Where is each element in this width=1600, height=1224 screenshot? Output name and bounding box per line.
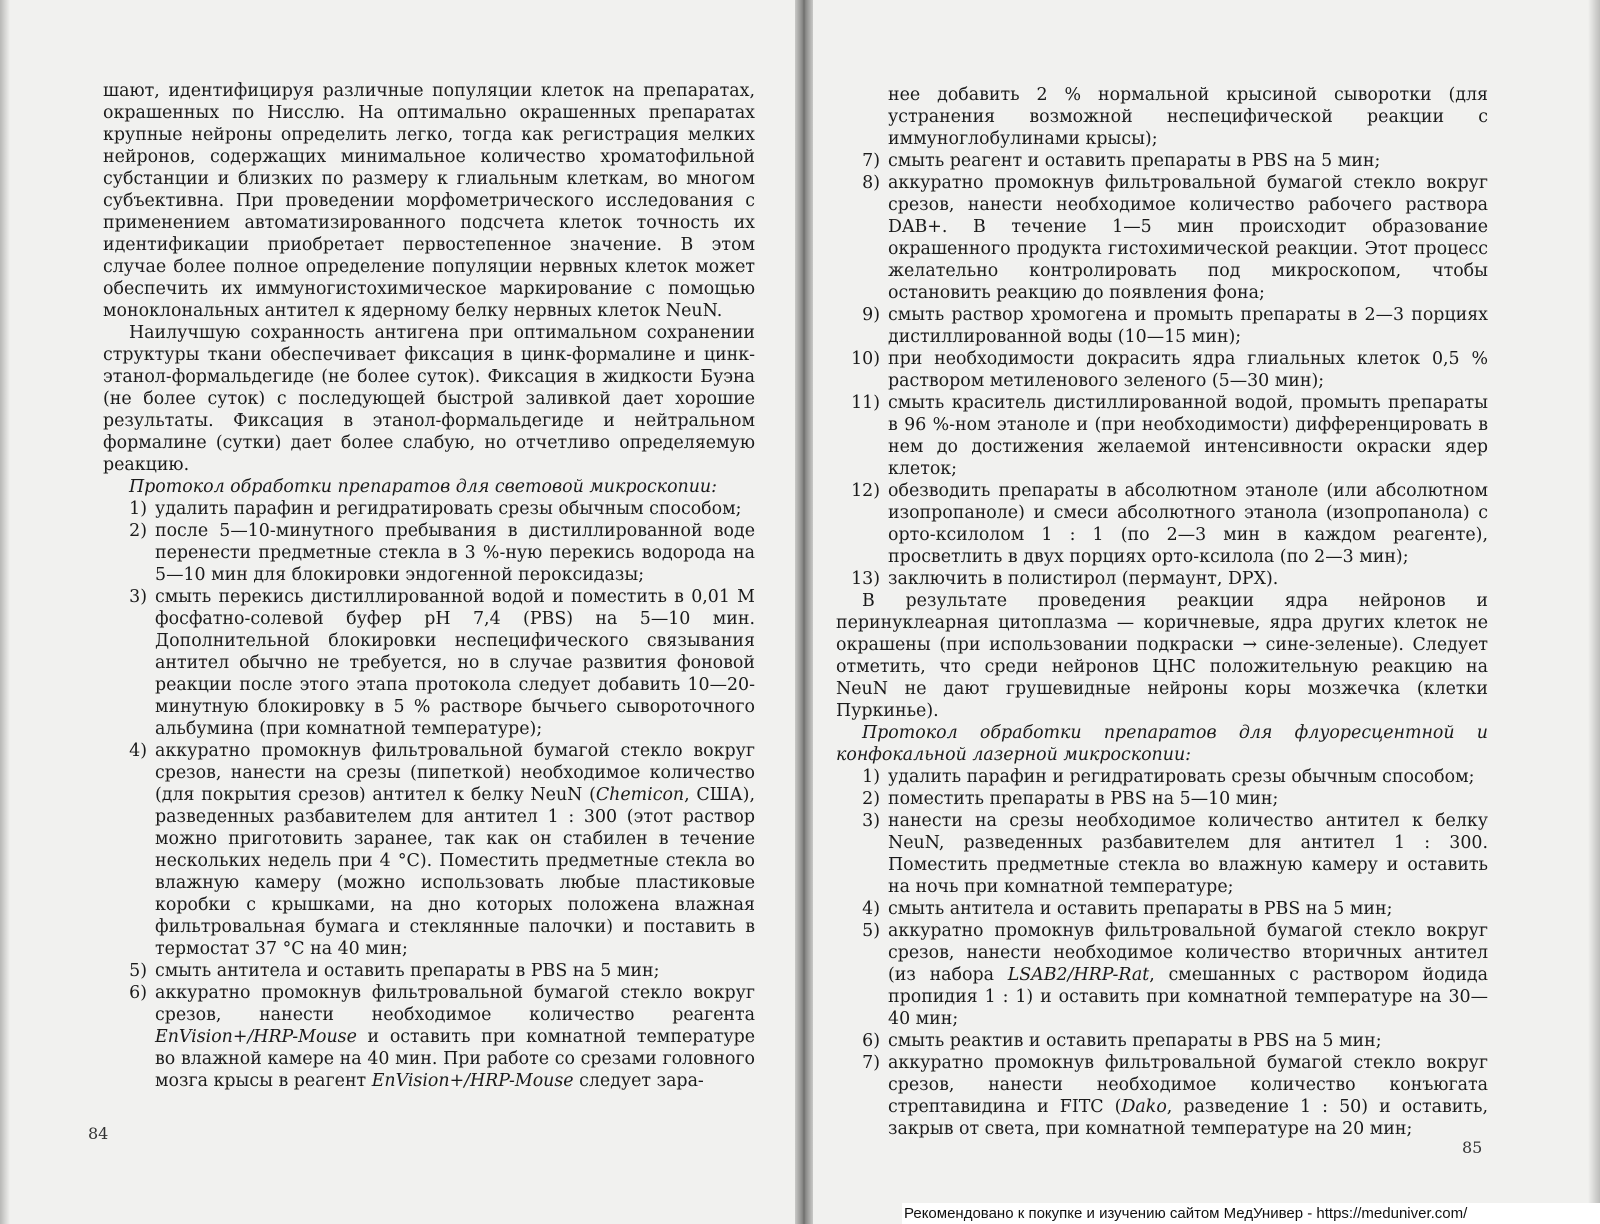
- step-text: аккуратно промокнув фильтровальной бумагой стекло вокруг срезов, нанести необходимое количество вторичных антител (из набора: [888, 921, 1488, 985]
- step-number: 6): [129, 983, 147, 1003]
- step-text: смыть краситель дистиллированной водой, промыть препараты в 96 %-ном этаноле и (при необходимости) дифференцировать в нем до достижения желаемой интенсивности окраски ядер клеток;: [888, 393, 1488, 479]
- step-text-cont: и оставить при комнатной температуре во влажной камере на 40 мин. При работе со срезами головного мозга крысы в реагент: [155, 1027, 755, 1091]
- list-item: [103, 498, 755, 520]
- step-6-continuation: нее добавить 2 % нормальной крысиной сыворотки (для устранения возможной неспецифической реакции с иммуноглобулинами крысы);: [888, 85, 1488, 149]
- reagent-name: EnVision+/HRP-Mouse: [371, 1071, 574, 1091]
- list-item: [836, 392, 1488, 480]
- protocol-heading-light: Протокол обработки препаратов для световой микроскопии:: [129, 477, 717, 497]
- step-number: 4): [129, 741, 147, 761]
- step-text: аккуратно промокнув фильтровальной бумагой стекло вокруг срезов, нанести на срезы (пипеткой) необходимое количество (для покрытия срезов) антител к белку NeuN (: [155, 741, 755, 805]
- left-paragraph-1: шают, идентифицируя различные популяции клеток на препаратах, окрашенных по Нисслю. На оптимально окрашенных препаратах крупные нейроны определить легко, тогда как регистрация мелких нейронов, содержащих минимальное количество хроматофильной субстанции и близких по размеру к глиальным клеткам, во многом субъективна. При проведении морфометрического исследования с применением автоматизированного подсчета клеток точность их идентификации приобретает первостепенное значение. В этом случае более полное определение популяции нервных клеток может обеспечить их иммуногистохимическое маркирование с помощью моноклональных антител к ядерному белку нервных клеток NeuN.: [103, 81, 755, 321]
- step-number: 2): [129, 521, 147, 541]
- step-number: 9): [862, 305, 880, 325]
- list-item: [836, 172, 1488, 304]
- step-number: 3): [129, 587, 147, 607]
- list-item: [836, 810, 1488, 898]
- watermark-banner: Рекомендовано к покупке и изучению сайтом МедУнивер - https://meduniver.com/: [902, 1203, 1600, 1224]
- list-item: [836, 568, 1488, 590]
- step-text: смыть реактив и оставить препараты в PBS на 5 мин;: [888, 1031, 1382, 1051]
- protocol-steps-left: [103, 498, 755, 1092]
- step-text: при необходимости докрасить ядра глиальных клеток 0,5 % раствором метиленового зеленого (5—30 мин);: [888, 349, 1488, 391]
- book-gutter: [795, 0, 813, 1224]
- protocol-steps-fluorescent: [836, 766, 1488, 1140]
- step-text: поместить препараты в PBS на 5—10 мин;: [888, 789, 1279, 809]
- page-number-right: 85: [1462, 1138, 1483, 1157]
- list-item: [836, 766, 1488, 788]
- step-number: 11): [851, 393, 880, 413]
- list-item: [103, 586, 755, 740]
- step-text: смыть реагент и оставить препараты в PBS на 5 мин;: [888, 151, 1381, 171]
- step-text: обезводить препараты в абсолютном этаноле (или абсолютном изопропаноле) и смеси абсолютного этанола (изопропанола) с орто-ксилолом 1 : 1 (по 2—3 мин в каждом реагенте), просветлить в двух порциях орто-ксилола (по 2—3 мин);: [888, 481, 1488, 567]
- step-number: 3): [862, 811, 880, 831]
- step-number: 5): [862, 921, 880, 941]
- reagent-name: EnVision+/HRP-Mouse: [155, 1027, 357, 1047]
- step-number: 12): [851, 481, 880, 501]
- step-text-cont: следует зара-: [573, 1071, 704, 1091]
- protocol-steps-right: [836, 150, 1488, 590]
- list-item: [836, 898, 1488, 920]
- supplier-name: Dako: [1121, 1097, 1167, 1117]
- page-number-left: 84: [88, 1124, 109, 1143]
- step-text: смыть перекись дистиллированной водой и поместить в 0,01 М фосфатно-солевой буфер рН 7,4 (PBS) на 5—10 мин. Дополнительной блокировки неспецифического связывания антител обычно не требуется, но в случае развития фоновой реакции после этого этапа протокола следует добавить 10—20-минутную блокировку в 5 % растворе бычьего сывороточного альбумина (при комнатной температуре);: [155, 587, 755, 739]
- list-item: [103, 982, 755, 1092]
- step-text: удалить парафин и регидратировать срезы обычным способом;: [155, 499, 742, 519]
- list-item: [836, 1030, 1488, 1052]
- step-number: 7): [862, 151, 880, 171]
- step-number: 7): [862, 1053, 880, 1073]
- right-page: [806, 0, 1600, 1224]
- step-text: после 5—10-минутного пребывания в дистиллированной воде перенести предметные стекла в 3 %-ную перекись водорода на 5—10 мин для блокировки эндогенной пероксидазы;: [155, 521, 755, 585]
- list-item: [836, 348, 1488, 392]
- step-number: 1): [129, 499, 147, 519]
- left-paragraph-2: Наилучшую сохранность антигена при оптимальном сохранении структуры ткани обеспечивает фиксация в цинк-формалине и цинк-этанол-формальдегиде (не более суток). Фиксация в жидкости Буэна (не более суток) с последующей быстрой заливкой дает хорошие результаты. Фиксация в этанол-формальдегиде и нейтральном формалине (сутки) дает более слабую, но отчетливо определяемую реакцию.: [103, 323, 755, 475]
- step-number: 13): [851, 569, 880, 589]
- right-text-column: [836, 84, 1488, 1140]
- step-text: нанести на срезы необходимое количество антител к белку NeuN, разведенных разбавителем для антител 1 : 300. Поместить предметные стекла во влажную камеру и оставить на ночь при комнатной температуре;: [888, 811, 1488, 897]
- step-number: 1): [862, 767, 880, 787]
- list-item: [103, 960, 755, 982]
- step-text: смыть раствор хромогена и промыть препараты в 2—3 порциях дистиллированной воды (10—15 мин);: [888, 305, 1488, 347]
- step-number: 4): [862, 899, 880, 919]
- left-text-column: [103, 80, 755, 1092]
- kit-name: LSAB2/HRP-Rat: [1007, 965, 1150, 985]
- page-edge-left: [0, 0, 10, 1224]
- list-item: [836, 788, 1488, 810]
- protocol-heading-fluorescent: Протокол обработки препаратов для флуоресцентной и конфокальной лазерной микроскопии:: [836, 723, 1488, 765]
- step-text-cont: , США), разведенных разбавителем для антител 1 : 300 (этот раствор можно приготовить заранее, так как он стабилен в течение нескольких недель при 4 °С). Поместить предметные стекла во влажную камеру (можно использовать любые пластиковые коробки с крышками, на дно которых положена влажная фильтровальная бумага и стеклянные палочки) и поставить в термостат 37 °С на 40 мин;: [155, 785, 755, 959]
- step-number: 8): [862, 173, 880, 193]
- list-item: [836, 304, 1488, 348]
- step-text: заключить в полистирол (пермаунт, DPX).: [888, 569, 1279, 589]
- step-text: аккуратно промокнув фильтровальной бумагой стекло вокруг срезов, нанести необходимое количество рабочего раствора DAB+. В течение 1—5 мин происходит образование окрашенного продукта гистохимической реакции. Этот процесс желательно контролировать под микроскопом, чтобы остановить реакцию до появления фона;: [888, 173, 1488, 303]
- list-item: [836, 1052, 1488, 1140]
- step-text: аккуратно промокнув фильтровальной бумагой стекло вокруг срезов, нанести необходимое количество конъюгата стрептавидина и FITC (: [888, 1053, 1488, 1117]
- list-item: [103, 520, 755, 586]
- step-number: 2): [862, 789, 880, 809]
- step-number: 5): [129, 961, 147, 981]
- list-item: [836, 150, 1488, 172]
- page-edge-right: [1588, 0, 1600, 1224]
- step-text-cont: , смешанных с раствором йодида пропидия 1 : 1) и оставить при комнатной температуре на 30—40 мин;: [888, 965, 1488, 1029]
- step-text: смыть антитела и оставить препараты в PBS на 5 мин;: [888, 899, 1393, 919]
- result-paragraph: В результате проведения реакции ядра нейронов и перинуклеарная цитоплазма — коричневые, ядра других клеток не окрашены (при использовании подкраски → сине-зеленые). Следует отметить, что среди нейронов ЦНС положительную реакцию на NeuN не дают грушевидные нейроны коры мозжечка (клетки Пуркинье).: [836, 591, 1488, 721]
- step-number: 10): [851, 349, 880, 369]
- step-text: смыть антитела и оставить препараты в PBS на 5 мин;: [155, 961, 660, 981]
- list-item: [103, 740, 755, 960]
- step-text: удалить парафин и регидратировать срезы обычным способом;: [888, 767, 1475, 787]
- step-number: 6): [862, 1031, 880, 1051]
- list-item: [836, 480, 1488, 568]
- list-item: [836, 920, 1488, 1030]
- supplier-name: Chemicon: [595, 785, 685, 805]
- step-text-cont: , разведение 1 : 50) и оставить, закрыв от света, при комнатной температуре на 20 мин;: [888, 1097, 1488, 1139]
- step-text: аккуратно промокнув фильтровальной бумагой стекло вокруг срезов, нанести необходимое количество реагента: [155, 983, 755, 1025]
